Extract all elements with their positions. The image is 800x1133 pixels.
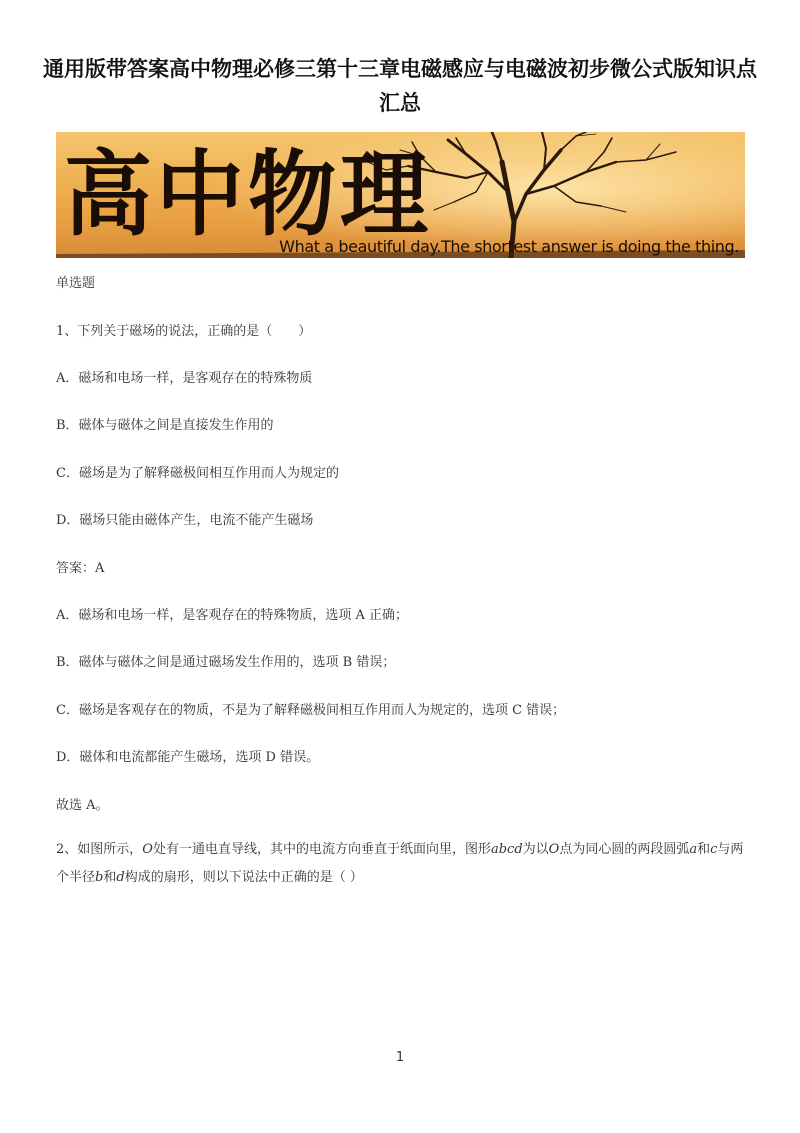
question-1-explanation-a: A．磁场和电场一样，是客观存在的特殊物质，选项 A 正确； (56, 608, 409, 623)
question-2-stem: 2、如图所示，O处有一通电直导线，其中的电流方向垂直于纸面向里，图形abcd为以O点为同心圆的两段圆弧a和c与两个半径b和d构成的扇形，则以下说法中正确的是（ ） (56, 842, 744, 885)
question-1-option-c: C．磁场是为了解释磁极间相互作用而人为规定的 (56, 466, 339, 481)
var-b: b (95, 870, 104, 885)
question-1-explanation-d: D．磁体和电流都能产生磁场，选项 D 错误。 (56, 750, 320, 765)
section-heading: 单选题 (56, 276, 96, 291)
var-c: c (710, 842, 718, 857)
question-1-explanation-b: B．磁体与磁体之间是通过磁场发生作用的，选项 B 错误； (56, 655, 396, 670)
var-a: a (689, 842, 698, 857)
question-1-explanation-c: C．磁场是客观存在的物质，不是为了解释磁极间相互作用而人为规定的，选项 C 错误； (56, 703, 566, 718)
var-o: O (142, 842, 153, 857)
question-1-stem: 1、下列关于磁场的说法，正确的是（ ） (56, 324, 312, 339)
page-number: 1 (395, 1050, 405, 1065)
document-title: 通用版带答案高中物理必修三第十三章电磁感应与电磁波初步微公式版知识点汇总 (43, 57, 757, 115)
banner-slogan: What a beautiful day.The shortest answer is doing the thing. (279, 237, 739, 256)
var-abcd: abcd (490, 842, 523, 857)
question-1-option-a: A．磁场和电场一样，是客观存在的特殊物质 (56, 371, 313, 386)
question-1-option-b: B．磁体与磁体之间是直接发生作用的 (56, 418, 274, 433)
question-1-conclusion: 故选 A。 (56, 798, 109, 813)
banner-image (56, 132, 745, 258)
var-d: d (116, 870, 125, 885)
question-1-answer: 答案：A (56, 561, 105, 576)
var-o: O (548, 842, 560, 857)
question-1-option-d: D．磁场只能由磁体产生，电流不能产生磁场 (56, 513, 314, 528)
banner-title: 高中物理 (64, 139, 433, 249)
